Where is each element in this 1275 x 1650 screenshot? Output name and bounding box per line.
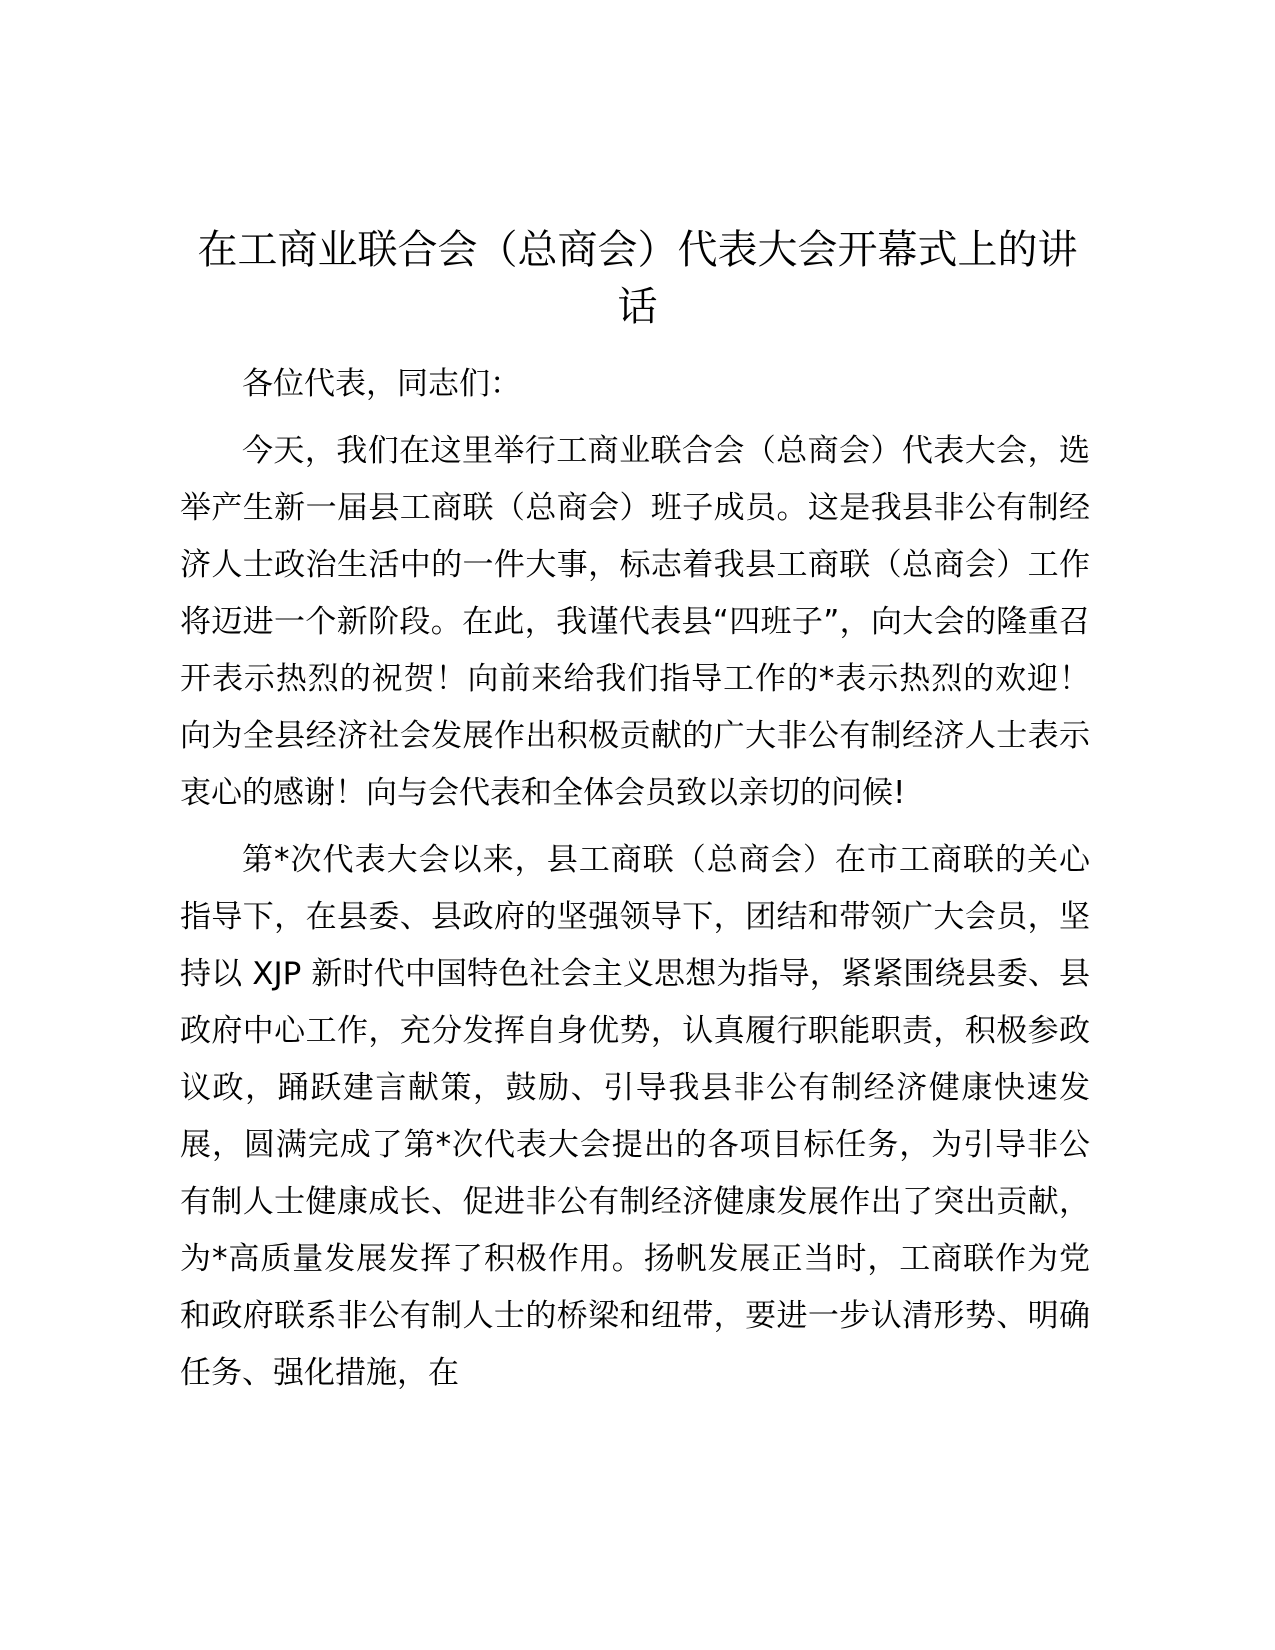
document-title: 在工商业联合会（总商会）代表大会开幕式上的讲话 <box>197 227 1078 330</box>
document-body <box>180 356 1090 1412</box>
body-paragraph-2: 第*次代表大会以来，县工商联（总商会）在市工商联的关心指导下，在县委、县政府的坚强领导下，团结和带领广大会员，坚持以 XJP 新时代中国特色社会主义思想为指导，紧紧围绕县委、县政府中心工作，充分发挥自身优势，认真履行职能职责，积极参政议政，踊跃建言献策，鼓励、引导我县非公有制经济健康快速发展，圆满完成了第*次代表大会提出的各项目标任务，为引导非公有制人士健康成长、促进非公有制经济健康发展作出了突出贡献，为*高质量发展发挥了积极作用。扬帆发展正当时，工商联作为党和政府联系非公有制人士的桥梁和纽带，要进一步认清形势、明确任务、强化措施，在 <box>180 842 1090 1391</box>
salutation-paragraph: 各位代表，同志们： <box>242 366 521 402</box>
body-paragraph-1: 今天，我们在这里举行工商业联合会（总商会）代表大会，选举产生新一届县工商联（总商会）班子成员。这是我县非公有制经济人士政治生活中的一件大事，标志着我县工商联（总商会）工作将迈进一个新阶段。在此，我谨代表县“四班子”，向大会的隆重召开表示热烈的祝贺！向前来给我们指导工作的*表示热烈的欢迎！向为全县经济社会发展作出积极贡献的广大非公有制经济人士表示衷心的感谢！向与会代表和全体会员致以亲切的问候! <box>180 433 1090 811</box>
